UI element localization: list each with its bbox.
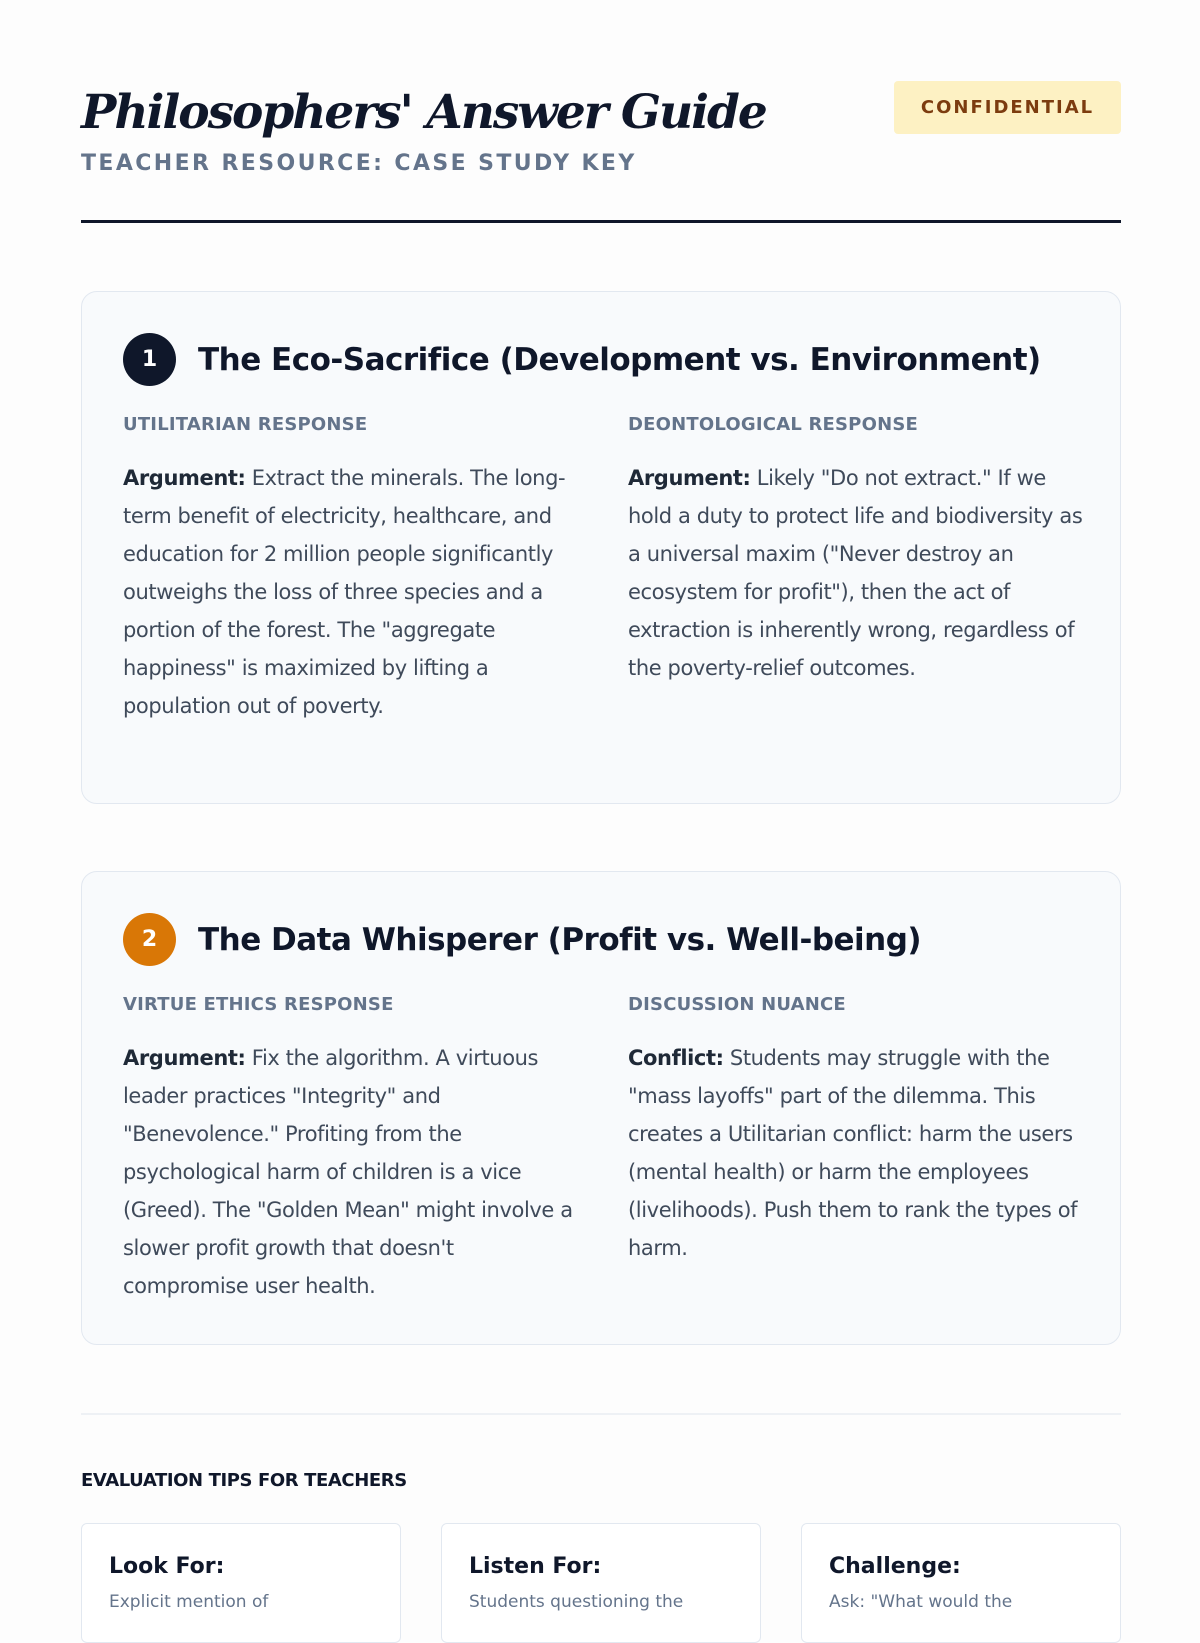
tip-title: Challenge: (829, 1554, 961, 1579)
response-lead: Conflict: (628, 1046, 724, 1070)
response-lead: Argument: (123, 1046, 246, 1070)
case-number-badge: 1 (123, 333, 176, 386)
response-column-discussion-nuance (628, 994, 1088, 1267)
case-card-2 (81, 871, 1121, 1345)
page-title: Philosophers' Answer Guide (81, 85, 766, 140)
response-body: Students may struggle with the "mass layoffs" part of the dilemma. This creates a Utilitarian conflict: harm the users (mental health) or harm the employees (livelihoods). Push them to rank the types of harm. (628, 1046, 1078, 1260)
response-body: Extract the minerals. The long-term benefit of electricity, healthcare, and education for 2 million people significantly outweighs the loss of three species and a portion of the forest. The "aggregate happiness" is maximized by lifting a population out of poverty. (123, 466, 566, 718)
tip-text: Ask: "What would the (829, 1592, 1013, 1612)
case-title: The Data Whisperer (Profit vs. Well-being) (198, 921, 922, 958)
case-card-1 (81, 291, 1121, 804)
section-divider (81, 1413, 1121, 1415)
response-label: DISCUSSION NUANCE (628, 994, 846, 1015)
tip-title: Listen For: (469, 1554, 602, 1579)
case-header (123, 913, 921, 966)
response-label: DEONTOLOGICAL RESPONSE (628, 414, 919, 435)
tip-card-look-for (81, 1523, 401, 1643)
page-header (81, 78, 1121, 223)
response-column-deontological (628, 414, 1088, 687)
tip-text: Students questioning the (469, 1592, 684, 1612)
tip-title: Look For: (109, 1554, 225, 1579)
response-column-utilitarian (123, 414, 573, 725)
response-body: Likely "Do not extract." If we hold a duty to protect life and biodiversity as a universal maxim ("Never destroy an ecosystem for profit"), then the act of extraction is inherently wrong, regardless of the poverty-relief outcomes. (628, 466, 1083, 680)
tips-heading: EVALUATION TIPS FOR TEACHERS (81, 1470, 407, 1491)
page-subtitle: TEACHER RESOURCE: CASE STUDY KEY (81, 151, 637, 176)
case-title: The Eco-Sacrifice (Development vs. Environment) (198, 341, 1041, 378)
response-text (123, 459, 573, 725)
response-label: UTILITARIAN RESPONSE (123, 414, 368, 435)
response-lead: Argument: (628, 466, 751, 490)
case-header (123, 333, 1041, 386)
tip-text: Explicit mention of (109, 1592, 269, 1612)
tip-card-listen-for (441, 1523, 761, 1643)
response-text (628, 459, 1088, 687)
response-body: Fix the algorithm. A virtuous leader practices "Integrity" and "Benevolence." Profiting from the psychological harm of children is a vice (Greed). The "Golden Mean" might involve a slower profit growth that doesn't compromise user health. (123, 1046, 573, 1298)
response-text (628, 1039, 1088, 1267)
response-column-virtue-ethics (123, 994, 573, 1305)
tip-card-challenge (801, 1523, 1121, 1643)
confidential-badge: CONFIDENTIAL (894, 81, 1121, 134)
response-lead: Argument: (123, 466, 246, 490)
response-label: VIRTUE ETHICS RESPONSE (123, 994, 394, 1015)
case-number-badge: 2 (123, 913, 176, 966)
response-text (123, 1039, 573, 1305)
